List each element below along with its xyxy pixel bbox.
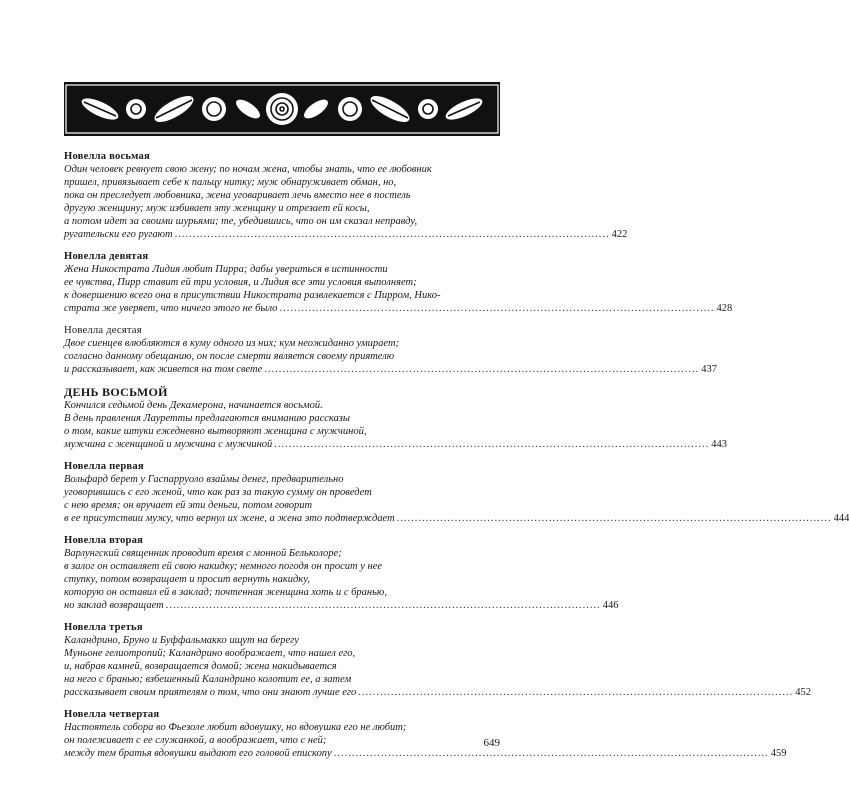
novella-entry <box>64 250 733 315</box>
summary-line <box>64 599 619 612</box>
summary-line: другую женщину; муж избивает эту женщину и отрезает ей косы, <box>64 203 370 214</box>
summary-text: но заклад возвращает <box>64 600 164 611</box>
day-heading: ДЕНЬ ВОСЬМОЙ <box>64 385 168 399</box>
summary-line: к довершению всего она в присутствии Никострата развлекается с Пирром, Нико- <box>64 290 441 301</box>
summary-text: страта же уверяет, что ничего этого не было <box>64 303 278 314</box>
dot-leader: ........................................................................................................................ <box>396 513 832 524</box>
summary-line <box>64 363 718 376</box>
summary-line <box>64 438 728 451</box>
page-ref: 437 <box>701 364 718 375</box>
summary-line: В день правления Лауретты предлагаются вниманию рассказы <box>64 413 350 424</box>
summary-text: между тем братья вдовушки выдают его головой епископу <box>64 748 332 759</box>
summary-line: пришел, привязывает себе к пальцу нитку; муж обнаруживает обман, но, <box>64 177 397 188</box>
novella-entry <box>64 324 718 376</box>
novella-entry <box>64 621 812 699</box>
summary-line: и, набрав камней, возвращается домой; жена накидывается <box>64 661 337 672</box>
table-of-contents <box>64 150 849 769</box>
summary-line: Кончился седьмой день Декамерона, начинается восьмой. <box>64 400 323 411</box>
summary-line: а потом идет за своими шурьями; те, убедившись, что он им сказал неправду, <box>64 216 418 227</box>
novella-heading: Новелла первая <box>64 461 144 472</box>
page-number: 649 <box>483 737 500 749</box>
summary-line: Один человек ревнует свою жену; по ночам жена, чтобы знать, что ее любовник <box>64 164 432 175</box>
dot-leader: ........................................................................................................................ <box>358 687 794 698</box>
summary-line: Варлунгский священник проводит время с монной Бельколоре; <box>64 548 342 559</box>
floral-ornament-banner <box>64 82 500 136</box>
summary-text: в ее присутствии мужу, что вернул их жене, а жена это подтверждает <box>64 513 395 524</box>
summary-line: уговорившись с его женой, что как раз за такую сумму он проведет <box>64 487 372 498</box>
novella-entry <box>64 150 628 241</box>
summary-text: и рассказывает, как живется на том свете <box>64 364 263 375</box>
page-ref: 444 <box>833 513 849 524</box>
dot-leader: ........................................................................................................................ <box>279 303 715 314</box>
novella-entry <box>64 534 619 612</box>
summary-text: рассказывает своим приятелям о том, что они знают лучше его <box>64 687 357 698</box>
summary-line: Каландрино, Бруно и Буффальмакко ищут на берегу <box>64 635 299 646</box>
page-ref: 452 <box>795 687 812 698</box>
summary-text: мужчина с женщиной и мужчина с мужчиной <box>64 439 273 450</box>
summary-line: пока он преследует любовника, жена уговаривает лечь вместо нее в постель <box>64 190 411 201</box>
summary-line <box>64 512 849 525</box>
summary-line: ее чувства, Пирр ставит ей три условия, и Лидия все эти условия выполняет; <box>64 277 417 288</box>
summary-text: ругательски его ругают <box>64 229 173 240</box>
dot-leader: ........................................................................................................................ <box>333 748 769 759</box>
summary-line: Муньоне гелиотропий; Каландрино воображает, что нашел его, <box>64 648 356 659</box>
novella-heading: Новелла девятая <box>64 251 149 262</box>
novella-entry <box>64 708 787 760</box>
summary-line: Жена Никострата Лидия любит Пирра; дабы увериться в истинности <box>64 264 388 275</box>
dot-leader: ........................................................................................................................ <box>174 229 610 240</box>
page-ref: 459 <box>770 748 787 759</box>
summary-line: ступку, потом возвращает и просит вернуть накидку, <box>64 574 310 585</box>
novella-heading: Новелла третья <box>64 622 143 633</box>
summary-line <box>64 302 733 315</box>
summary-line <box>64 228 628 241</box>
novella-heading: Новелла вторая <box>64 535 144 546</box>
page-ref: 446 <box>602 600 619 611</box>
novella-heading: Новелла четвертая <box>64 709 160 720</box>
summary-line: он полеживает с ее служанкой, а воображает, что с ней; <box>64 735 327 746</box>
summary-line: в залог он оставляет ей свою накидку; немного погодя он просит у нее <box>64 561 383 572</box>
summary-line: Двое сиенцев влюбляются в куму одного из них; кум неожиданно умирает; <box>64 338 400 349</box>
summary-line: о том, какие штуки ежедневно вытворяют женщина с мужчиной, <box>64 426 367 437</box>
novella-entry <box>64 460 849 525</box>
summary-line: на него с бранью; взбешенный Каландрино колотит ее, а затем <box>64 674 352 685</box>
page-ref: 422 <box>611 229 628 240</box>
summary-line <box>64 747 787 760</box>
novella-heading: Новелла восьмая <box>64 151 150 162</box>
summary-line: Вольфард берет у Гаспарруоло взаймы денег, предварительно <box>64 474 344 485</box>
dot-leader: ........................................................................................................................ <box>165 600 601 611</box>
summary-line: согласно данному обещанию, он после смерти является своему приятелю <box>64 351 395 362</box>
summary-line: с нею время; он вручает ей эти деньги, потом говорит <box>64 500 313 511</box>
dot-leader: ........................................................................................................................ <box>274 439 710 450</box>
summary-line: которую он оставил ей в заклад; почтенная женщина хоть и с бранью, <box>64 587 387 598</box>
dot-leader: ........................................................................................................................ <box>264 364 700 375</box>
summary-line <box>64 686 812 699</box>
novella-heading: Новелла десятая <box>64 325 142 336</box>
page-ref: 428 <box>716 303 733 314</box>
summary-line: Настоятель собора во Фьезоле любит вдовушку, но вдовушка его не любит; <box>64 722 407 733</box>
day-section <box>64 385 728 451</box>
page-ref: 443 <box>711 439 728 450</box>
